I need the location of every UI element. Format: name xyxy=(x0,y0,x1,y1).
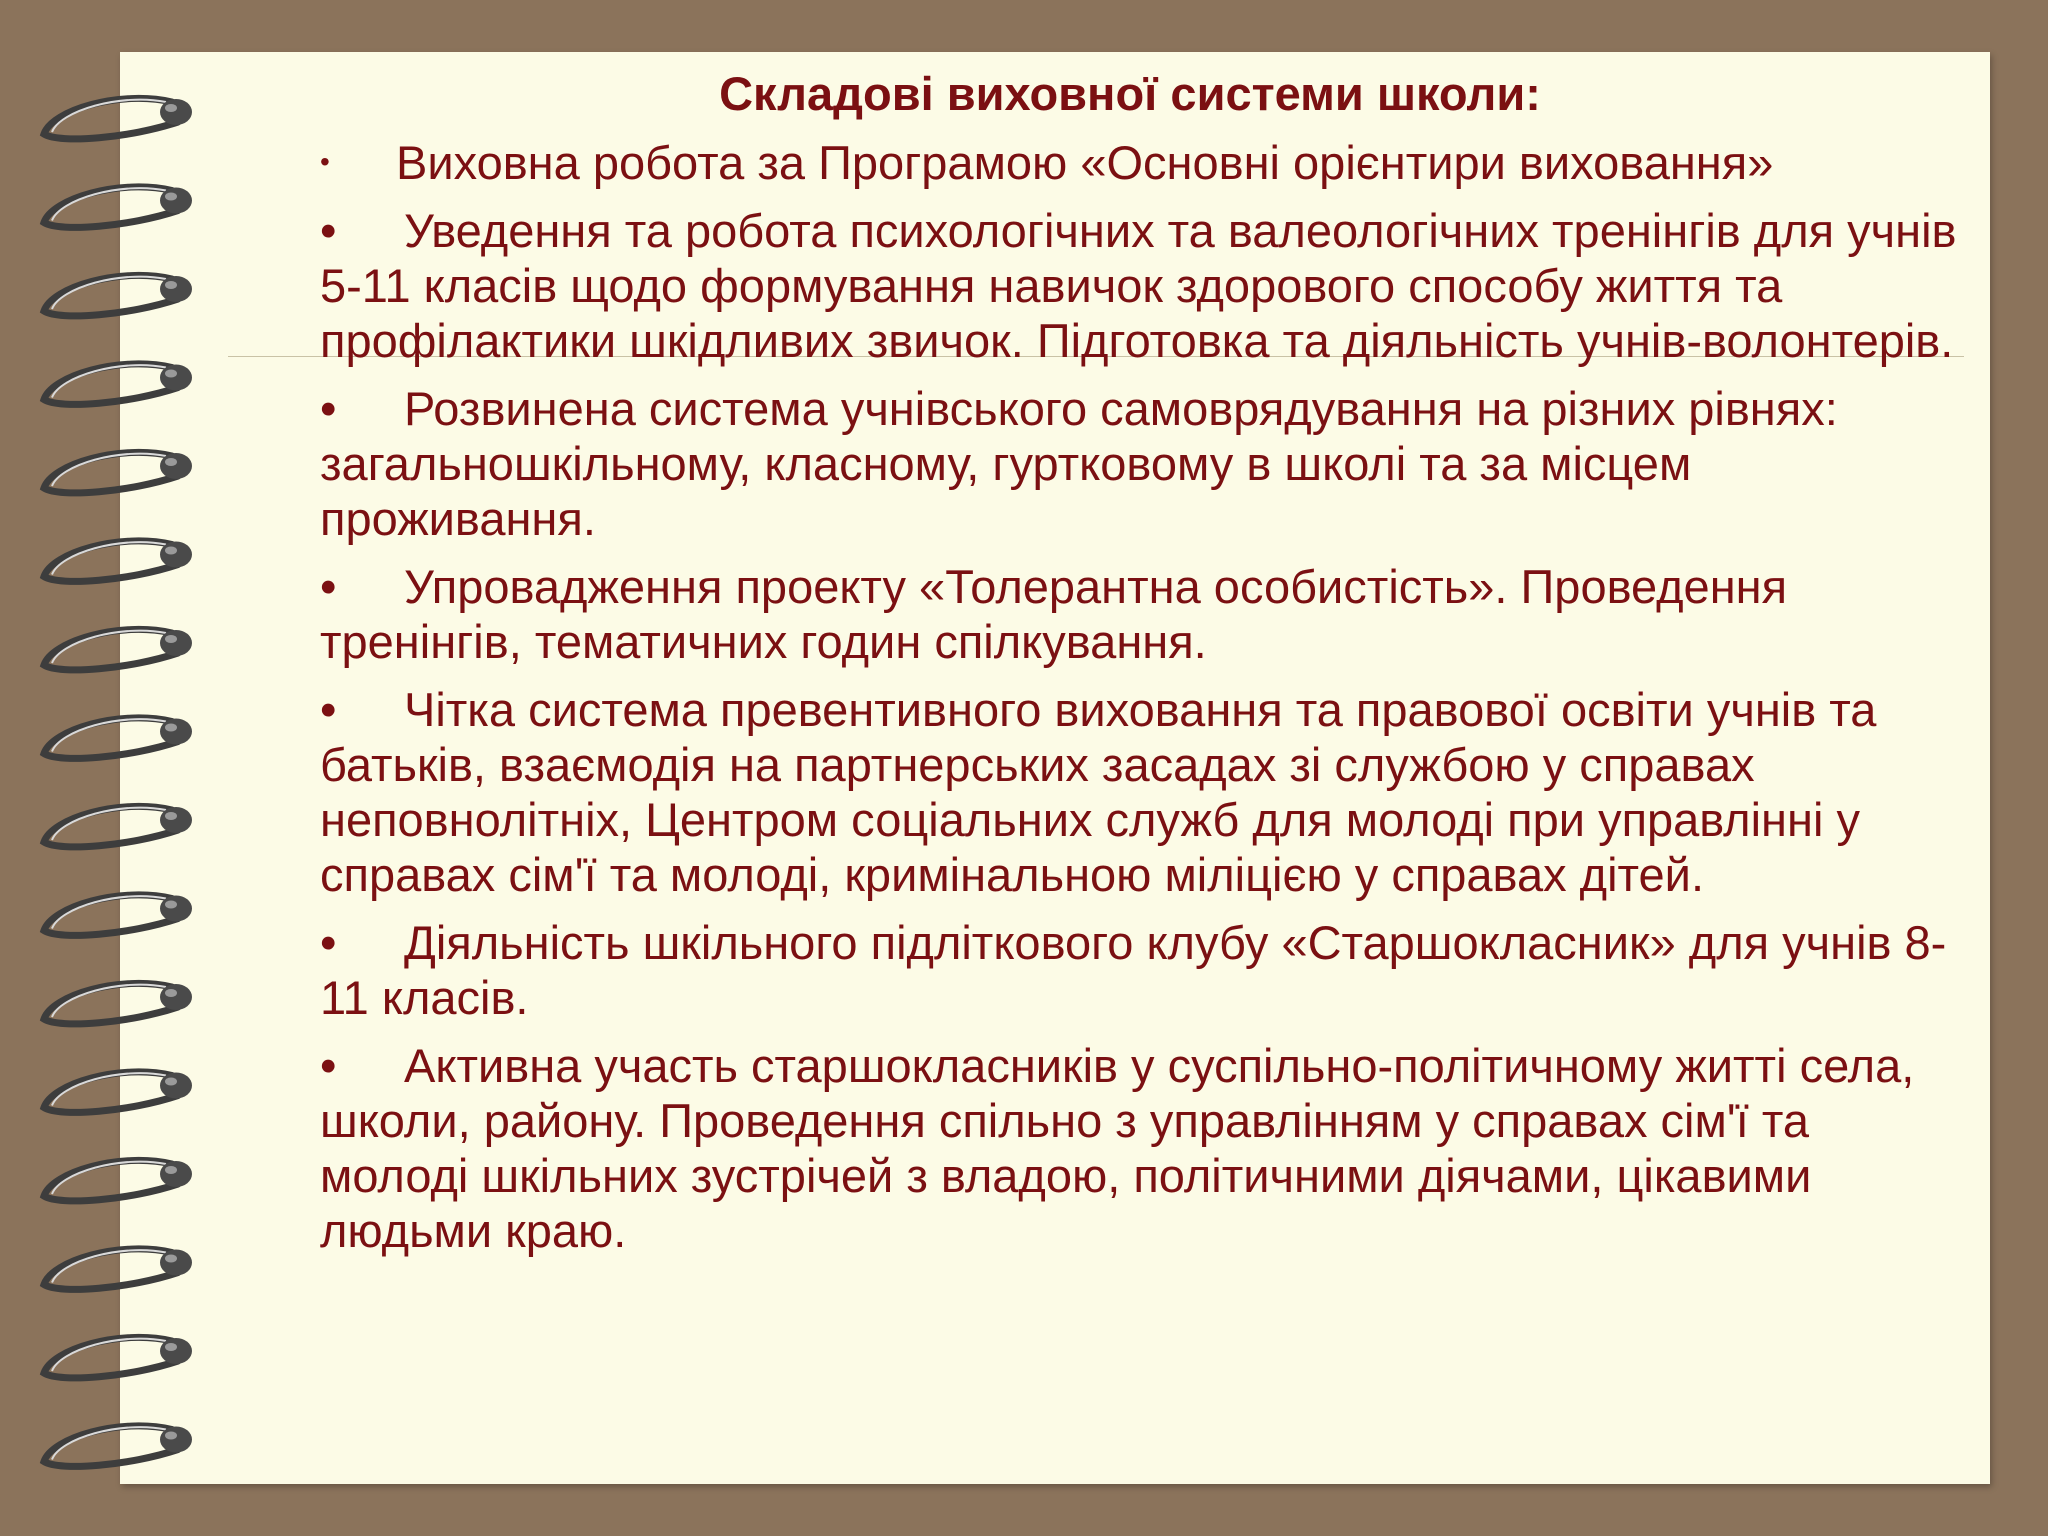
bullet-marker: • xyxy=(320,146,330,177)
spiral-ring-icon xyxy=(44,629,192,669)
list-item-text: Виховна робота за Програмою «Основні орієнтири виховання» xyxy=(396,136,1774,189)
list-item xyxy=(320,915,1970,1025)
list-item xyxy=(320,682,1970,902)
spiral-ring-icon xyxy=(44,541,192,581)
bullet-marker: • xyxy=(320,916,337,969)
list-item xyxy=(320,559,1970,669)
spiral-ring-icon xyxy=(44,98,192,138)
spiral-binding-icon xyxy=(0,0,220,1536)
spiral-ring-icon xyxy=(44,1072,192,1112)
list-item-text: Упровадження проекту «Толерантна особистість». Проведення тренінгів, тематичних годин спілкування. xyxy=(320,560,1788,668)
list-item-text: Чітка система превентивного виховання та правової освіти учнів та батьків, взаємодія на партнерських засадах зі службою у справах неповнолітніх, Центром соціальних служб для молоді при управлінні у справах сім'ї та молоді, кримінальною міліцією у справах дітей. xyxy=(320,683,1877,901)
list-item xyxy=(320,134,1970,190)
bullet-marker: • xyxy=(320,382,337,435)
list-item xyxy=(320,1038,1970,1258)
list-item-text: Діяльність шкільного підліткового клубу «Старшокласник» для учнів 8-11 класів. xyxy=(320,916,1947,1024)
spiral-ring-icon xyxy=(44,1249,192,1289)
bullet-marker: • xyxy=(320,560,337,613)
list-item-text: Уведення та робота психологічних та валеологічних тренінгів для учнів 5-11 класів щодо формування навичок здорового способу життя та профілактики шкідливих звичок. Підготовка та діяльність учнів-волонтерів. xyxy=(320,204,1957,367)
spiral-ring-icon xyxy=(44,1160,192,1200)
spiral-ring-icon xyxy=(44,1426,192,1466)
list-item-text: Розвинена система учнівського самоврядування на різних рівнях: загальношкільному, класному, гуртковому в школі та за місцем проживання. xyxy=(320,382,1838,545)
spiral-ring-icon xyxy=(44,983,192,1023)
bullet-marker: • xyxy=(320,683,337,736)
bullet-marker: • xyxy=(320,204,337,257)
spiral-ring-icon xyxy=(44,895,192,935)
bullet-marker: • xyxy=(320,1039,337,1092)
spiral-ring-icon xyxy=(44,718,192,758)
list-item xyxy=(320,381,1970,546)
spiral-ring-icon xyxy=(44,275,192,315)
list-item xyxy=(320,203,1970,368)
spiral-ring-icon xyxy=(44,187,192,227)
slide-title: Складові виховної системи школи: xyxy=(719,67,1541,120)
list-item-text: Активна участь старшокласників у суспільно-політичному житті села, школи, району. Проведення спільно з управлінням у справах сім'ї та молоді шкільних зустрічей з владою, політичними діячами, цікавими людьми краю. xyxy=(320,1039,1915,1257)
bullet-list xyxy=(320,134,1970,1271)
spiral-ring-icon xyxy=(44,364,192,404)
spiral-ring-icon xyxy=(44,806,192,846)
spiral-ring-icon xyxy=(44,1337,192,1377)
spiral-ring-icon xyxy=(44,452,192,492)
